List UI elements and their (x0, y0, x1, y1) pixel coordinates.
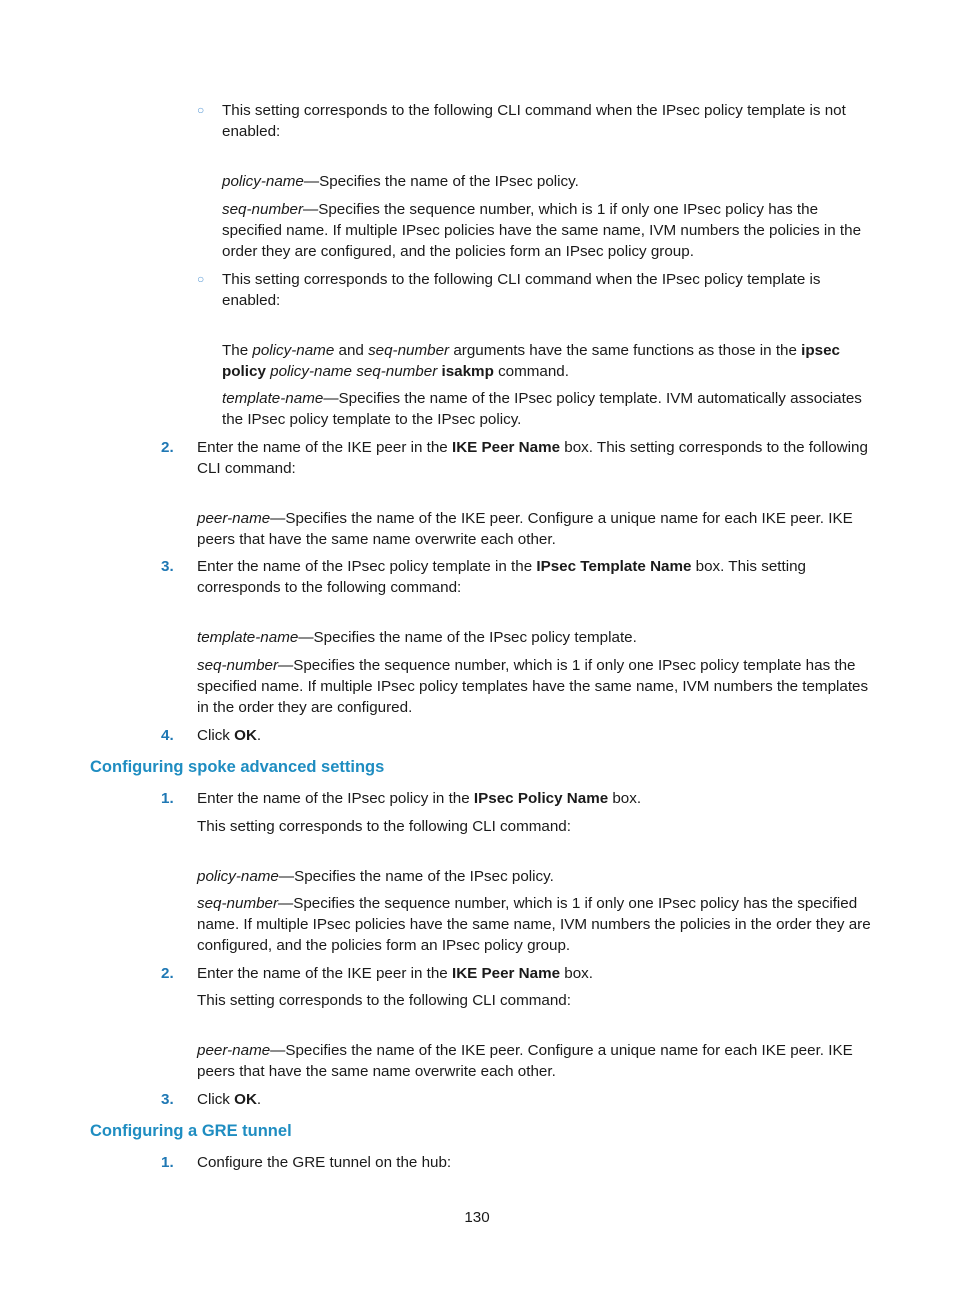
text: box. (560, 965, 593, 982)
step-text: Configure the GRE tunnel on the hub: (197, 1154, 452, 1171)
ui-label: OK (234, 1091, 257, 1108)
definition: —Specifies the name of the IPsec policy template. (298, 629, 637, 646)
paragraph: This setting corresponds to the following CLI command: (197, 992, 571, 1009)
term: policy-name seq-number (270, 363, 438, 380)
ui-label: IKE Peer Name (451, 439, 561, 456)
definition: —Specifies the name of the IPsec policy. (303, 173, 579, 190)
definition-paragraph (222, 171, 872, 192)
text: command. (493, 363, 569, 380)
step-number: 1. (161, 1154, 174, 1171)
term: peer-name (197, 1042, 271, 1059)
text: Click (197, 727, 235, 744)
definition-paragraph (197, 866, 872, 887)
definition: —Specifies the sequence number, which is 1 if only one IPsec policy has the specified name. If multiple IPsec policies have the same name, IVM numbers the policies in the order they are configured, and the policies form an IPsec policy group. (197, 895, 871, 954)
definition: —Specifies the name of the IKE peer. Configure a unique name for each IKE peer. IKE peers that have the same name overwrite each other. (197, 1042, 853, 1080)
text: Enter the name of the IKE peer in the (197, 439, 452, 456)
paragraph: This setting corresponds to the following CLI command: (197, 818, 571, 835)
definition: —Specifies the sequence number, which is 1 if only one IPsec policy has the specified name. If multiple IPsec policies have the same name, IVM numbers the policies in the order they are configured, and the policies form an IPsec policy group. (222, 201, 862, 260)
definition: —Specifies the name of the IKE peer. Configure a unique name for each IKE peer. IKE peers that have the same name overwrite each other. (197, 510, 853, 548)
text: . (256, 1091, 262, 1108)
step-number: 2. (161, 439, 174, 456)
definition-paragraph (197, 655, 872, 718)
ui-label: IKE Peer Name (451, 965, 561, 982)
text: arguments have the same functions as those in the (449, 342, 802, 359)
text: box. (608, 790, 642, 807)
definition-paragraph (222, 199, 872, 262)
definition: —Specifies the name of the IPsec policy. (278, 868, 554, 885)
ui-label: IPsec Template Name (536, 558, 692, 575)
term: seq-number (222, 201, 304, 218)
term: seq-number (197, 657, 279, 674)
step-number: 1. (161, 790, 174, 807)
command: isakmp (441, 363, 494, 380)
text: Enter the name of the IPsec policy template in the (197, 558, 537, 575)
text: Enter the name of the IPsec policy in the (197, 790, 474, 807)
definition-paragraph (197, 893, 872, 956)
section-heading: Configuring spoke advanced settings (90, 758, 385, 776)
term: peer-name (197, 510, 271, 527)
term: template-name (197, 629, 299, 646)
step-number: 4. (161, 727, 174, 744)
term: policy-name (197, 868, 279, 885)
definition-paragraph (197, 627, 872, 648)
bullet-icon: ○ (197, 103, 205, 117)
term: policy-name (222, 173, 304, 190)
text: and (334, 342, 369, 359)
step-text (197, 437, 872, 479)
step-number: 2. (161, 965, 174, 982)
command: ipsec policy (222, 342, 841, 380)
term: seq-number (197, 895, 279, 912)
definition-paragraph (222, 388, 872, 430)
ui-label: IPsec Policy Name (473, 790, 609, 807)
text: . (256, 727, 262, 744)
step-text (197, 963, 872, 984)
step-text (197, 1089, 872, 1110)
page-number: 130 (464, 1209, 490, 1226)
ui-label: OK (234, 727, 257, 744)
text: box. This setting corresponds to the following command: (197, 558, 806, 596)
step-text (197, 556, 872, 598)
section-heading: Configuring a GRE tunnel (90, 1122, 292, 1140)
definition: —Specifies the sequence number, which is 1 if only one IPsec policy template has the specified name. If multiple IPsec policy templates have the same name, IVM numbers the templates in the order they are configured. (197, 657, 869, 716)
text: The (222, 342, 253, 359)
definition-paragraph (197, 508, 872, 550)
paragraph (222, 340, 872, 382)
text: box. This setting corresponds to the following CLI command: (197, 439, 868, 477)
term: policy-name (252, 342, 335, 359)
term: seq-number (368, 342, 450, 359)
definition-paragraph (197, 1040, 872, 1082)
paragraph: This setting corresponds to the following CLI command when the IPsec policy template is enabled: (222, 271, 821, 309)
step-number: 3. (161, 558, 174, 575)
step-text (197, 725, 872, 746)
step-text (197, 788, 872, 809)
term: template-name (222, 390, 324, 407)
bullet-icon: ○ (197, 272, 205, 286)
definition: —Specifies the name of the IPsec policy template. IVM automatically associates the IPsec policy template to the IPsec policy. (222, 390, 862, 428)
text: Enter the name of the IKE peer in the (197, 965, 452, 982)
paragraph: This setting corresponds to the following CLI command when the IPsec policy template is not enabled: (222, 102, 846, 140)
step-number: 3. (161, 1091, 174, 1108)
text: Click (197, 1091, 235, 1108)
